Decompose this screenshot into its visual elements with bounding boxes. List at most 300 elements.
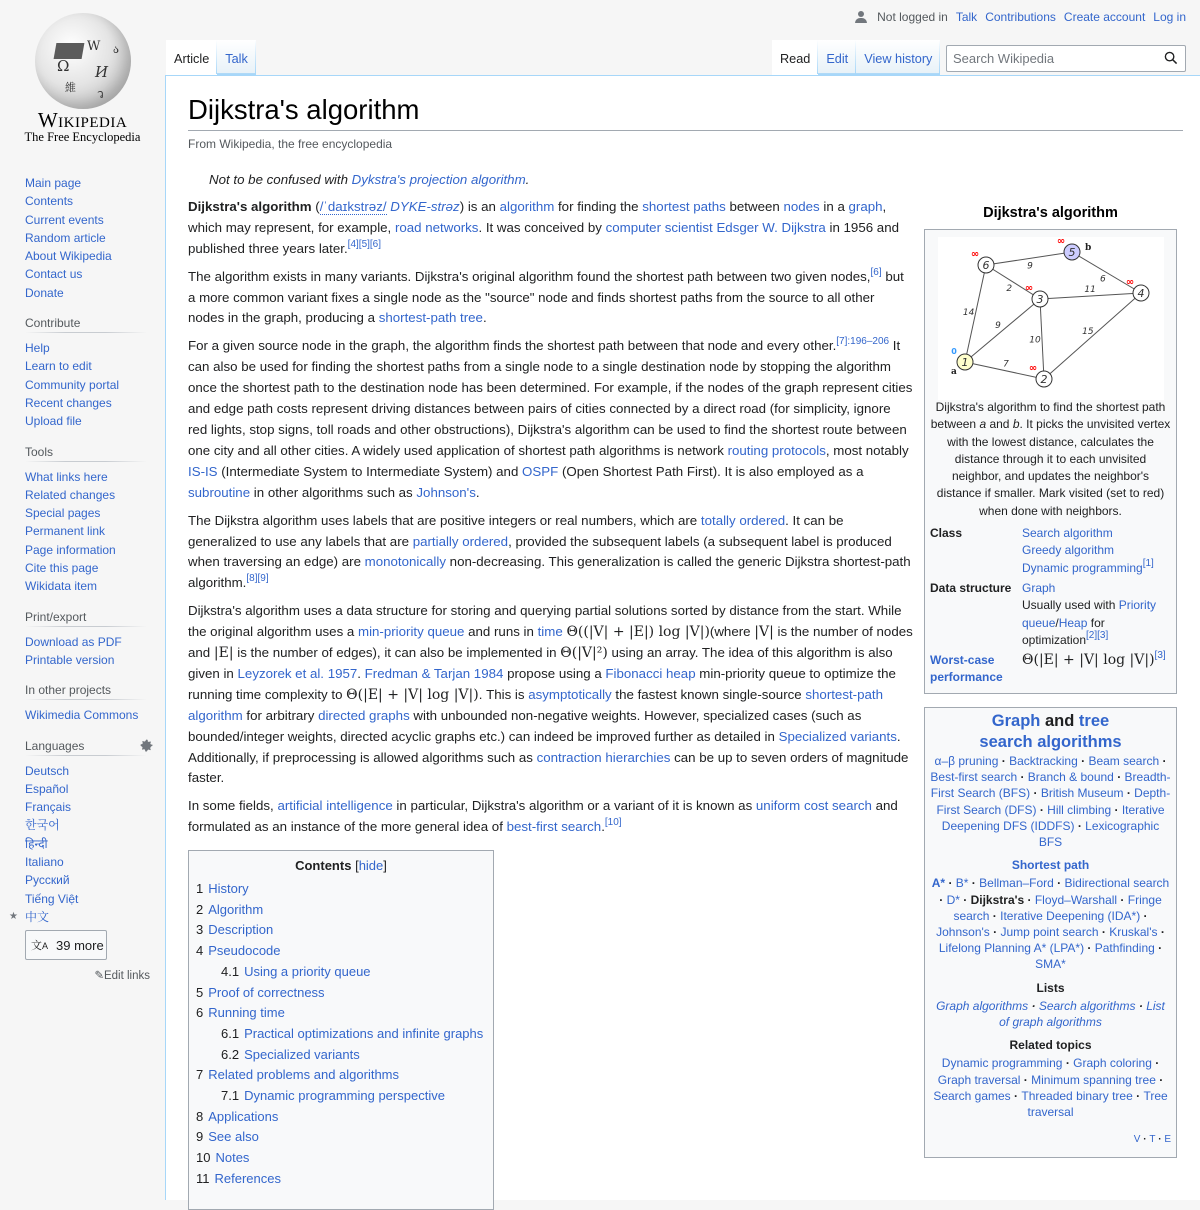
sidebar-item-printable-version[interactable]: Printable version: [25, 652, 115, 667]
svg-text:14: 14: [962, 308, 974, 319]
tab-talk[interactable]: Talk: [217, 40, 256, 75]
svg-text:15: 15: [1081, 326, 1094, 337]
navbox-link[interactable]: Graph traversal: [937, 1072, 1021, 1087]
navbox-link[interactable]: SMA*: [1035, 957, 1066, 972]
talk-link[interactable]: Talk: [955, 10, 978, 24]
puzzle-globe-icon: Ω W И 維 ว ა: [35, 13, 131, 109]
sidebar-languages: [9, 738, 150, 983]
pencil-icon: ✎: [94, 970, 104, 983]
navbox-related-heading: Related topics: [1009, 1038, 1092, 1053]
separator-dot: ·: [989, 925, 1001, 940]
toc-item-link[interactable]: Applications: [208, 1108, 279, 1124]
language-vietnamese[interactable]: Tiếng Việt: [25, 891, 79, 906]
navbox-shortest-path-list: [930, 875, 1171, 972]
link-edsger-dijkstra[interactable]: Edsger W. Dijkstra: [716, 219, 826, 235]
sidebar-item-upload-file[interactable]: Upload file: [25, 414, 82, 429]
log-in-link[interactable]: Log in: [1153, 10, 1186, 24]
sidebar-other-projects: [25, 683, 147, 724]
infobox-row-data-structure: Data structure Graph Usually used with Priority queue/Heap for optimization[2][3]: [928, 580, 1173, 649]
svg-text:10: 10: [1028, 335, 1041, 346]
svg-text:∞: ∞: [1024, 283, 1033, 294]
personal-tools: [855, 10, 1186, 24]
reference-link[interactable]: [2][3]: [1086, 629, 1109, 641]
worst-case-value: Θ(|E| + |V| log |V|): [1022, 652, 1155, 669]
navbox-link[interactable]: Graph coloring: [1073, 1056, 1152, 1071]
sidebar-item-download-pdf[interactable]: Download as PDF: [25, 634, 122, 649]
toc-item[interactable]: [196, 1107, 486, 1128]
toc-item-link[interactable]: See also: [208, 1129, 259, 1145]
search-box: [946, 45, 1186, 72]
navbox-link[interactable]: B*: [955, 876, 969, 891]
navbox-link[interactable]: Branch & bound: [1027, 770, 1114, 785]
separator-dot: ·: [1154, 941, 1163, 956]
reference-link[interactable]: [6]: [870, 266, 882, 278]
svg-text:2: 2: [1005, 283, 1012, 294]
link-dynamic-programming[interactable]: Dynamic programming: [1022, 560, 1143, 575]
sidebar-item-help[interactable]: Help: [25, 341, 50, 356]
navbox-link[interactable]: Depth-First Search (DFS): [936, 786, 1171, 817]
sidebar-contribute: [25, 316, 147, 430]
reference-link[interactable]: [4][5][6]: [347, 238, 382, 250]
link-specialized-variants[interactable]: Specialized variants: [778, 728, 897, 744]
language-chinese[interactable]: 中文: [25, 909, 50, 924]
toc-item-link[interactable]: History: [208, 881, 249, 896]
language-korean[interactable]: 한국어: [25, 818, 60, 833]
vte-view[interactable]: V: [1133, 1134, 1141, 1146]
navbox-link[interactable]: Kruskal's: [1109, 925, 1158, 940]
separator-dot: ·: [1132, 1088, 1144, 1103]
math-v: |V|: [754, 624, 774, 641]
link-fredman-tarjan[interactable]: Fredman & Tarjan 1984: [364, 665, 504, 681]
toc-item-number: 8: [196, 1108, 204, 1124]
toc-list: [196, 879, 486, 1190]
separator-dot: ·: [1159, 754, 1167, 768]
link-shortest-path-tree[interactable]: shortest-path tree: [378, 310, 483, 326]
navbox-link[interactable]: British Museum: [1040, 786, 1124, 801]
link-worst-case-performance[interactable]: Worst-case performance: [930, 653, 1003, 685]
svg-text:a: a: [950, 367, 957, 377]
navbox-shortest-path-heading: Shortest path: [1011, 858, 1090, 873]
paragraph-ai: In some fields, artificial intelligence in particular, Dijkstra's algorithm or a variant of it is known as uniform cost search and formulated as an instance of the more general idea of best-first search.[10]: [188, 798, 898, 835]
more-languages-button[interactable]: [25, 930, 107, 960]
reference-link[interactable]: [1]: [1142, 557, 1154, 569]
separator-dot: ·: [1077, 754, 1089, 768]
toc-item[interactable]: [196, 983, 486, 1004]
gear-icon[interactable]: [140, 739, 153, 752]
sidebar-item-learn-to-edit[interactable]: Learn to edit: [25, 359, 92, 374]
math-fib-complexity: Θ(|E| + |V| log |V|): [346, 686, 479, 703]
navbox-general-list: [930, 753, 1171, 850]
toc-item-link[interactable]: Proof of correctness: [208, 984, 325, 1000]
toc-item[interactable]: [196, 1065, 486, 1086]
toc-item-number: 4: [196, 943, 204, 959]
search-input[interactable]: [947, 46, 1147, 71]
other-projects-heading: In other projects: [25, 683, 147, 700]
sidebar-item-permanent-link[interactable]: Permanent link: [25, 524, 106, 539]
link-routing-protocols[interactable]: routing protocols: [727, 442, 826, 458]
sidebar-item-what-links-here[interactable]: What links here: [25, 469, 108, 484]
toc-item-number: 6.1: [221, 1025, 240, 1041]
toc-item-link[interactable]: Running time: [208, 1005, 285, 1021]
navbox-link[interactable]: Iterative Deepening (IDA*): [1000, 908, 1141, 923]
navbox-link[interactable]: Breadth-First Search (BFS): [930, 770, 1171, 801]
link-shortest-paths[interactable]: shortest paths: [642, 198, 726, 214]
tab-view-history[interactable]: View history: [856, 40, 940, 75]
navbox-link[interactable]: Dynamic programming: [941, 1056, 1063, 1071]
sidebar-item-wikimedia-commons[interactable]: Wikimedia Commons: [25, 708, 139, 723]
svg-text:∞: ∞: [970, 249, 979, 260]
more-languages-label: 39 more: [56, 937, 104, 953]
infobox-title: Dijkstra's algorithm: [983, 205, 1118, 221]
separator-dot: ·: [1113, 770, 1125, 785]
language-russian[interactable]: Русский: [25, 873, 70, 888]
languages-heading: [25, 739, 147, 756]
wikipedia-wordmark: Wikipedia: [37, 108, 128, 132]
svg-text:9: 9: [1026, 261, 1033, 272]
sidebar-item-community-portal[interactable]: Community portal: [25, 377, 120, 392]
navbox-link[interactable]: Lifelong Planning A* (LPA*): [938, 941, 1085, 956]
svg-text:∞: ∞: [1028, 363, 1037, 374]
toc-item-link[interactable]: Practical optimizations and infinite graphs: [244, 1025, 484, 1041]
separator-dot: ·: [1017, 770, 1028, 785]
separator-dot: ·: [968, 876, 980, 891]
language-deutsch[interactable]: Deutsch: [25, 763, 70, 778]
tab-edit[interactable]: Edit: [818, 40, 856, 75]
sidebar-print-export: [25, 610, 147, 670]
navbox-link[interactable]: Lexicographic BFS: [1038, 818, 1160, 850]
link-graph[interactable]: graph: [848, 198, 883, 214]
reference-link[interactable]: [7]:196–206: [836, 336, 890, 348]
navbox-link[interactable]: List of graph algorithms: [999, 998, 1165, 1030]
toc-item-number: 7.1: [221, 1088, 240, 1104]
hatnote-link[interactable]: Dykstra's projection algorithm: [351, 172, 526, 187]
hatnote: Not to be confused with Dykstra's projection algorithm.: [209, 172, 530, 187]
infobox-caption: Dijkstra's algorithm to find the shortest path between a and b. It picks the unvisited vertex with the lowest distance, calculates the distance through it to each unvisited neighbor, and updates the neighbor's distance if smaller. Mark visited (set to red) when done with neighbors.: [930, 400, 1171, 518]
link-time[interactable]: time: [537, 624, 563, 640]
contributions-link[interactable]: Contributions: [985, 10, 1056, 24]
svg-text:∞: ∞: [1056, 237, 1065, 247]
link-leyzorek[interactable]: Leyzorek et al. 1957: [237, 665, 358, 681]
link-graph-ds[interactable]: Graph: [1022, 580, 1056, 595]
sidebar-item-recent-changes[interactable]: Recent changes: [25, 395, 112, 410]
paragraph-variants: The algorithm exists in many variants. Dijkstra's original algorithm found the shortest path between two given nodes,[6] but a more common variant fixes a single node as the "source" node and finds shortest paths from the source to all other nodes in the graph, producing a shortest-path tree.: [188, 266, 904, 326]
separator-dot: ·: [1135, 998, 1147, 1013]
toc-item[interactable]: [196, 1045, 486, 1066]
infobox-row-class: [928, 525, 1173, 577]
sidebar-item-cite-this-page[interactable]: Cite this page: [25, 561, 99, 576]
toc-item[interactable]: [196, 900, 486, 921]
navbox-lists-list: [930, 998, 1171, 1030]
svg-text:∞: ∞: [1125, 277, 1134, 288]
wikipedia-logo[interactable]: [0, 0, 165, 160]
svg-text:5: 5: [1068, 246, 1075, 259]
navbox-link[interactable]: Backtracking: [1009, 754, 1078, 768]
toc-item-number: 9: [196, 1129, 204, 1145]
separator-dot: ·: [1140, 908, 1148, 923]
svg-text:2: 2: [1040, 373, 1047, 386]
sidebar-navigation: [25, 174, 147, 302]
toc-item[interactable]: [196, 1148, 486, 1169]
svg-text:1: 1: [961, 356, 968, 369]
infobox-row-worst-case: [928, 652, 1173, 687]
link-asymptotically[interactable]: asymptotically: [528, 686, 612, 702]
svg-text:6: 6: [1099, 274, 1106, 285]
navbox-title: Graph and tree search algorithms: [979, 712, 1122, 751]
navbox-link[interactable]: α–β pruning: [934, 754, 999, 768]
view-tabs: [772, 40, 940, 75]
sidebar: [0, 160, 165, 996]
paragraph-source-node: For a given source node in the graph, the algorithm finds the shortest path between that node and every other.$^{[7]:196-206}$ It can also be used for finding the shortest paths from a single node to a single destination node by stopping the algorithm once the shortest path to the destination node has been determined. For example, if the nodes of the graph represent cities and edge path costs represent driving distances between pairs of cities connected by a direct road (for simplicity, ignore red lights, stop signs, toll roads and other obstructions), Dijkstra's algorithm can be used to find the shortest route between one city and all other cities. A widely used application of shortest path algorithms is network routing protocols, most notably IS-IS (Intermediate System to Intermediate System) and OSPF (Open Shortest Path First). It is also employed as a subroutine in other algorithms such as Johnson's.: [188, 336, 913, 500]
tab-article[interactable]: Article: [166, 40, 217, 75]
toc-item-link[interactable]: Using a priority queue: [244, 963, 371, 979]
navbox-link[interactable]: Fringe search: [953, 892, 1162, 923]
separator-dot: ·: [1117, 892, 1128, 907]
separator-dot: ·: [1053, 876, 1065, 891]
link-heap[interactable]: Heap: [1058, 615, 1088, 630]
toc-item-link[interactable]: Related problems and algorithms: [208, 1067, 400, 1083]
star-icon: ★: [9, 910, 18, 922]
link-min-priority-queue[interactable]: min-priority queue: [358, 624, 465, 640]
link-fibonacci-heap[interactable]: Fibonacci heap: [605, 665, 696, 681]
reference-link[interactable]: [8][9]: [246, 573, 269, 585]
link-computer-scientist[interactable]: computer scientist: [605, 219, 713, 235]
toc-item-number: 7: [196, 1067, 204, 1083]
sidebar-item-random-article[interactable]: Random article: [25, 230, 106, 245]
separator-dot: ·: [1111, 802, 1122, 817]
svg-text:7: 7: [1002, 359, 1009, 370]
link-partially-ordered[interactable]: partially ordered: [412, 533, 509, 549]
separator-dot: ·: [1030, 786, 1041, 801]
link-subroutine[interactable]: subroutine: [188, 484, 251, 500]
toc-item[interactable]: [196, 1127, 486, 1148]
math-complexity: Θ((|V| + |E|) log |V|): [566, 624, 710, 641]
link-greedy-algorithm[interactable]: Greedy algorithm: [1022, 543, 1115, 558]
navbox-link[interactable]: Pathfinding: [1094, 941, 1155, 956]
svg-text:b: b: [1084, 243, 1091, 253]
tab-read[interactable]: Read: [772, 40, 818, 75]
navbox-link[interactable]: Minimum spanning tree: [1031, 1072, 1156, 1087]
svg-text:9: 9: [994, 321, 1001, 332]
contribute-heading: Contribute: [25, 316, 147, 333]
sidebar-item-contents[interactable]: Contents: [25, 194, 74, 209]
toc-item-number: 5: [196, 984, 204, 1000]
sidebar-item-page-information[interactable]: Page information: [25, 542, 116, 557]
link-artificial-intelligence[interactable]: artificial intelligence: [277, 798, 393, 814]
search-icon[interactable]: [1164, 51, 1178, 65]
link-algorithm[interactable]: algorithm: [499, 198, 555, 214]
separator-dot: ·: [939, 892, 947, 907]
math-v-squared: Θ(|V|²): [560, 645, 608, 662]
toc-item-number: 11: [196, 1170, 210, 1186]
toc-item-link[interactable]: References: [214, 1170, 281, 1186]
sidebar-item-special-pages[interactable]: Special pages: [25, 506, 101, 521]
toc-item[interactable]: [196, 1169, 486, 1190]
reference-link[interactable]: [10]: [604, 817, 622, 829]
navbox-link[interactable]: Threaded binary tree: [1021, 1088, 1133, 1103]
sidebar-item-about-wikipedia[interactable]: About Wikipedia: [25, 249, 112, 264]
link-is-is[interactable]: IS-IS: [188, 463, 218, 479]
dijkstra-animation-image[interactable]: [938, 237, 1164, 400]
toc-item[interactable]: [196, 941, 486, 962]
paragraph-intro: Dijkstra's algorithm (/ˈdaɪkstrəz/ DYKE-strəz) is an algorithm for finding the shortest paths between nodes in a graph, which may represent, for example, road networks. It was conceived by computer scientist Edsger W. Dijkstra in 1956 and published three years later.[4][5][6]: [188, 198, 899, 256]
sidebar-item-related-changes[interactable]: Related changes: [25, 487, 116, 502]
link-shortest-path-algorithm[interactable]: shortest-path algorithm: [188, 686, 883, 723]
not-logged-in-status: Not logged in: [877, 10, 948, 24]
reference-link[interactable]: [3]: [1154, 650, 1166, 662]
navbox-link[interactable]: Search algorithms: [1038, 998, 1136, 1013]
toc-item-link[interactable]: Algorithm: [208, 901, 264, 917]
paragraph-labels: The Dijkstra algorithm uses labels that are positive integers or real numbers, which are totally ordered. It can be generalized to use any labels that are partially ordered, provided the subsequent labels (a subsequent label is produced when traversing an edge) are monotonically non-decreasing. This generalization is called the generic Dijkstra shortest-path algorithm.[8][9]: [188, 512, 911, 591]
navbox-link[interactable]: Tree traversal: [1027, 1088, 1168, 1120]
navbox-link-tree[interactable]: tree: [1078, 712, 1110, 730]
navbox-link[interactable]: Graph algorithms: [936, 998, 1029, 1013]
navbox-link[interactable]: A*: [931, 876, 946, 891]
navbox-link[interactable]: Floyd–Warshall: [1034, 892, 1118, 907]
svg-text:4: 4: [1137, 287, 1144, 300]
paragraph-data-structure: Dijkstra's algorithm uses a data structure for storing and querying partial solutions sorted by distance from the start. While the original algorithm uses a min-priority queue and runs in time Θ((|V| + |E|) log |V|)(where |V| is the number of nodes and |E| is the number of edges), it can also be implemented in Θ(|V|²) using an array. The idea of this algorithm is also given in Leyzorek et al. 1957. Fredman & Tarjan 1984 propose using a Fibonacci heap min-priority queue to optimize the running time complexity to Θ(|E| + |V| log |V|). This is asymptotically the fastest known single-source shortest-path algorithm for arbitrary directed graphs with unbounded non-negative weights. However, specialized cases (such as bounded/integer weights, directed acyclic graphs etc.) can indeed be improved further as detailed in Specialized variants. Additionally, if preprocessing is allowed algorithms such as contraction hierarchies can be up to seven orders of magnitude faster.: [188, 603, 913, 786]
separator-dot: ·: [1036, 802, 1048, 817]
toc-item-number: 4.1: [221, 963, 240, 979]
navbox-link[interactable]: Hill climbing: [1047, 802, 1112, 817]
navbox-related-list: [930, 1055, 1171, 1120]
toc-item-number: 6.2: [221, 1046, 240, 1062]
separator-dot: ·: [1155, 1072, 1164, 1087]
infobox: [924, 229, 1177, 694]
navbox-link-search-algorithms[interactable]: search algorithms: [979, 732, 1122, 751]
separator-dot: ·: [959, 892, 971, 907]
link-nodes[interactable]: nodes: [783, 198, 820, 214]
navbox-link[interactable]: D*: [946, 892, 960, 907]
link-road-networks[interactable]: road networks: [394, 219, 479, 235]
separator-dot: ·: [1151, 1056, 1160, 1071]
sidebar-item-main-page[interactable]: Main page: [25, 176, 82, 190]
navbox-link[interactable]: Johnson's: [936, 925, 990, 940]
separator-dot: ·: [1074, 818, 1086, 833]
toc-item-link[interactable]: Dynamic programming perspective: [244, 1088, 445, 1104]
toc-item-number: 6: [196, 1005, 204, 1021]
link-priority-queue[interactable]: Priority queue: [1022, 598, 1157, 630]
language-francais[interactable]: Français: [25, 800, 72, 815]
separator-dot: ·: [1024, 892, 1035, 907]
link-uniform-cost-search[interactable]: uniform cost search: [755, 798, 872, 814]
separator-dot: ·: [998, 754, 1010, 768]
toc-item-number: 2: [196, 901, 204, 917]
class-label: Class: [930, 526, 963, 541]
print-export-heading: Print/export: [25, 610, 147, 627]
sidebar-item-wikidata-item[interactable]: Wikidata item: [25, 579, 98, 594]
separator-dot: ·: [1020, 1072, 1032, 1087]
link-ospf[interactable]: OSPF: [522, 463, 559, 479]
svg-text:6: 6: [982, 259, 989, 272]
language-espanol[interactable]: Español: [25, 781, 69, 796]
toc-item[interactable]: [196, 1086, 486, 1107]
namespace-tabs: [166, 40, 256, 75]
navbox-link[interactable]: Best-first search: [930, 770, 1018, 785]
separator-dot: ·: [1157, 925, 1165, 940]
edit-links-label: Edit links: [103, 970, 150, 983]
sidebar-item-current-events[interactable]: Current events: [25, 212, 104, 227]
link-totally-ordered[interactable]: totally ordered: [700, 512, 786, 528]
separator-dot: ·: [1062, 1056, 1074, 1071]
separator-dot: ·: [989, 908, 1001, 923]
link-search-algorithm[interactable]: Search algorithm: [1022, 526, 1113, 541]
separator-dot: ·: [1028, 998, 1039, 1013]
toc-item[interactable]: [196, 879, 486, 900]
separator-dot: ·: [1084, 941, 1095, 956]
separator-dot: ·: [1123, 786, 1135, 801]
page-title: Dijkstra's algorithm: [188, 94, 1183, 131]
link-monotonically[interactable]: monotonically: [364, 554, 446, 570]
toc-title: Contents [hide]: [295, 858, 387, 873]
separator-dot: ·: [1098, 925, 1110, 940]
navbox-link[interactable]: Bidirectional search: [1064, 876, 1170, 891]
navbox-link[interactable]: Iterative Deepening DFS (IDDFS): [941, 802, 1165, 833]
tools-heading: Tools: [25, 445, 147, 462]
vte-edit[interactable]: E: [1164, 1134, 1171, 1146]
svg-text:11: 11: [1083, 285, 1096, 296]
svg-text:3: 3: [1036, 293, 1043, 306]
logo-tagline: The Free Encyclopedia: [24, 130, 141, 144]
vte-talk[interactable]: T: [1149, 1134, 1156, 1146]
toc-item-number: 10: [196, 1150, 211, 1166]
language-italiano[interactable]: Italiano: [25, 855, 64, 870]
toc-item-number: 3: [196, 922, 204, 938]
navbox-vte: V · T · E: [1133, 1134, 1171, 1146]
article-body: [188, 170, 913, 845]
toc-hide-button[interactable]: hide: [358, 858, 384, 873]
toc-item[interactable]: [196, 920, 486, 941]
language-hindi[interactable]: हिन्दी: [25, 836, 48, 851]
toc-item-number: 1: [196, 881, 204, 896]
toc-item-link[interactable]: Specialized variants: [244, 1046, 360, 1062]
languages-label: Languages: [25, 738, 85, 753]
svg-text:0: 0: [950, 347, 957, 356]
toc-item[interactable]: [196, 1024, 486, 1045]
sidebar-item-contact-us[interactable]: Contact us: [25, 267, 83, 282]
navbox-link[interactable]: Search games: [933, 1088, 1011, 1103]
translate-icon: 文A: [31, 940, 49, 953]
navbox-graph-search: [924, 707, 1177, 1158]
math-e: |E|: [213, 645, 234, 662]
navbox-link[interactable]: Jump point search: [1000, 925, 1099, 940]
sidebar-item-donate[interactable]: Donate: [25, 285, 64, 300]
respell-link[interactable]: DYKE-strəz: [390, 198, 460, 214]
edit-links[interactable]: [25, 968, 150, 982]
toc-item-link[interactable]: Description: [208, 922, 274, 938]
create-account-link[interactable]: Create account: [1063, 10, 1146, 24]
site-tagline: From Wikipedia, the free encyclopedia: [188, 137, 393, 151]
separator-dot: ·: [1010, 1088, 1022, 1103]
link-best-first-search[interactable]: best-first search: [506, 819, 602, 835]
sidebar-tools: [25, 445, 147, 596]
link-contraction-hierarchies[interactable]: contraction hierarchies: [536, 749, 671, 765]
navbox-link[interactable]: Bellman–Ford: [979, 876, 1054, 891]
toc-item[interactable]: [196, 1003, 486, 1024]
navbox-link[interactable]: Beam search: [1088, 754, 1160, 768]
navbox-lists-heading: Lists: [1036, 980, 1065, 995]
link-johnsons[interactable]: Johnson's: [416, 484, 476, 500]
user-icon: [855, 11, 867, 23]
data-structure-label: Data structure: [930, 580, 1012, 595]
ipa-link[interactable]: /ˈdaɪkstrəz/: [319, 198, 387, 214]
navbox-link-graph[interactable]: Graph: [991, 712, 1041, 730]
separator-dot: ·: [945, 876, 956, 891]
link-directed-graphs[interactable]: directed graphs: [318, 707, 410, 723]
navbox-link: Dijkstra's: [970, 892, 1025, 907]
toc-item-link[interactable]: Notes: [215, 1150, 250, 1166]
toc-item-link[interactable]: Pseudocode: [208, 943, 281, 959]
toc-item[interactable]: [196, 962, 486, 983]
